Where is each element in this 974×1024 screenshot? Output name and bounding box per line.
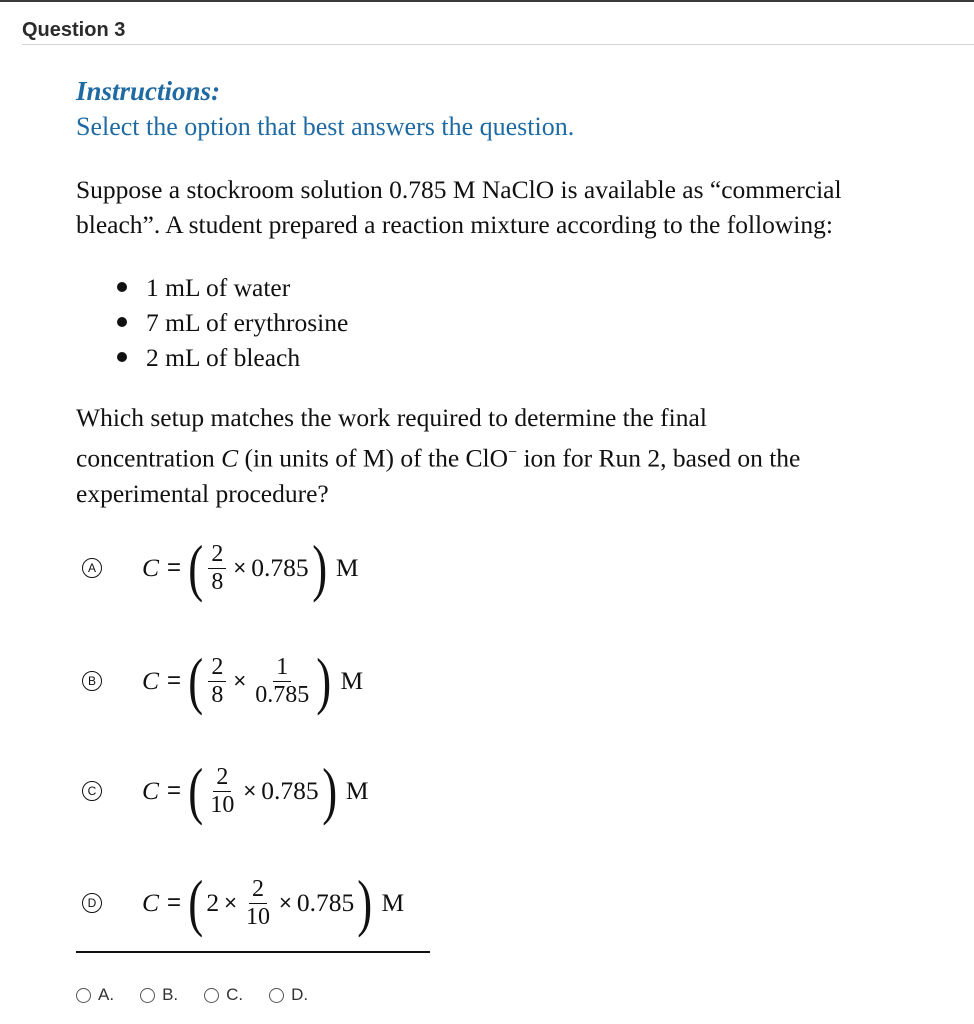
radio-button[interactable] (269, 988, 284, 1003)
options-divider (76, 951, 430, 953)
denominator: 0.785 (255, 681, 310, 708)
numerator: 2 (208, 655, 226, 682)
variable-c: C (221, 443, 239, 473)
ion-charge: − (508, 444, 518, 461)
right-paren: ) (321, 755, 337, 826)
instructions-heading: Instructions: (76, 76, 221, 106)
concentration-value: 0.785 (261, 776, 319, 805)
option-letter-d: D (82, 893, 102, 913)
left-paren: ( (188, 755, 204, 826)
equals-sign: = (167, 889, 182, 916)
answer-option-d[interactable] (269, 985, 308, 1005)
times-sign: × (233, 668, 247, 693)
list-item: 1 mL of water (112, 270, 348, 305)
question-line-2 (76, 435, 956, 476)
fraction (208, 542, 226, 595)
radio-button[interactable] (204, 988, 219, 1003)
radio-button[interactable] (76, 988, 91, 1003)
fraction (253, 655, 311, 708)
fraction (208, 765, 236, 818)
answer-option-c[interactable] (204, 985, 243, 1005)
formula-variable: C (142, 776, 160, 805)
top-rule (0, 0, 974, 2)
times-sign: × (243, 778, 257, 803)
denominator: 8 (211, 681, 224, 708)
option-letter-b: B (82, 671, 102, 691)
equals-sign: = (167, 777, 182, 804)
concentration-value: 0.785 (251, 553, 309, 582)
concentration-value: 0.785 (296, 888, 355, 917)
numerator: 2 (208, 542, 226, 569)
formula-c (142, 755, 369, 826)
denominator: 10 (210, 791, 235, 818)
denominator: 8 (211, 568, 224, 595)
times-sign: × (233, 555, 247, 580)
answer-label: B. (162, 985, 179, 1004)
option-letter-c: C (82, 781, 102, 801)
option-letter-a: A (82, 558, 102, 578)
answer-label: D. (291, 985, 309, 1004)
question-prompt (76, 400, 956, 511)
answer-choices (76, 985, 334, 1005)
formula-d (142, 867, 405, 938)
question-text: ion for Run 2, based on the (517, 443, 801, 473)
radio-button[interactable] (140, 988, 155, 1003)
right-paren: ) (316, 645, 332, 716)
denominator: 10 (245, 903, 270, 930)
reagent-list (112, 270, 348, 375)
unit: M (345, 776, 369, 805)
header-divider (22, 44, 974, 45)
question-line-3: experimental procedure? (76, 478, 329, 508)
numerator: 2 (213, 765, 231, 792)
stem-line-1: Suppose a stockroom solution 0.785 M NaClO is available as “commercial (76, 175, 842, 204)
question-text: (in units of M) of the ClO (238, 443, 509, 473)
list-item: 2 mL of bleach (112, 340, 348, 375)
formula-variable: C (142, 666, 160, 695)
answer-option-b[interactable] (140, 985, 178, 1005)
formula-variable: C (142, 553, 160, 582)
right-paren: ) (311, 532, 327, 603)
instructions-text: Select the option that best answers the question. (76, 112, 575, 141)
stem-line-2: bleach”. A student prepared a reaction mixture according to the following: (76, 210, 833, 239)
option-d (82, 863, 404, 943)
fraction (244, 877, 272, 930)
left-paren: ( (188, 867, 204, 938)
question-text: concentration (76, 443, 222, 473)
answer-option-a[interactable] (76, 985, 114, 1005)
unit: M (340, 666, 364, 695)
formula-b (142, 645, 364, 716)
list-item: 7 mL of erythrosine (112, 305, 348, 340)
right-paren: ) (357, 867, 373, 938)
equals-sign: = (167, 667, 182, 694)
question-line-1: Which setup matches the work required to determine the final (76, 403, 707, 432)
left-paren: ( (188, 532, 204, 603)
answer-label: C. (226, 985, 244, 1004)
coefficient: 2 (206, 888, 220, 917)
equals-sign: = (167, 554, 182, 581)
option-b (82, 641, 363, 721)
times-sign: × (224, 890, 237, 915)
question-title: Question 3 (22, 19, 126, 41)
formula-a (142, 532, 359, 603)
unit: M (335, 553, 359, 582)
left-paren: ( (188, 645, 204, 716)
numerator: 1 (273, 655, 291, 682)
formula-variable: C (142, 888, 160, 917)
fraction (208, 655, 226, 708)
unit: M (381, 888, 405, 917)
times-sign: × (278, 890, 292, 915)
answer-label: A. (98, 985, 115, 1004)
question-stem (76, 172, 956, 242)
option-c (82, 751, 369, 831)
option-a (82, 528, 359, 608)
numerator: 2 (249, 877, 267, 904)
